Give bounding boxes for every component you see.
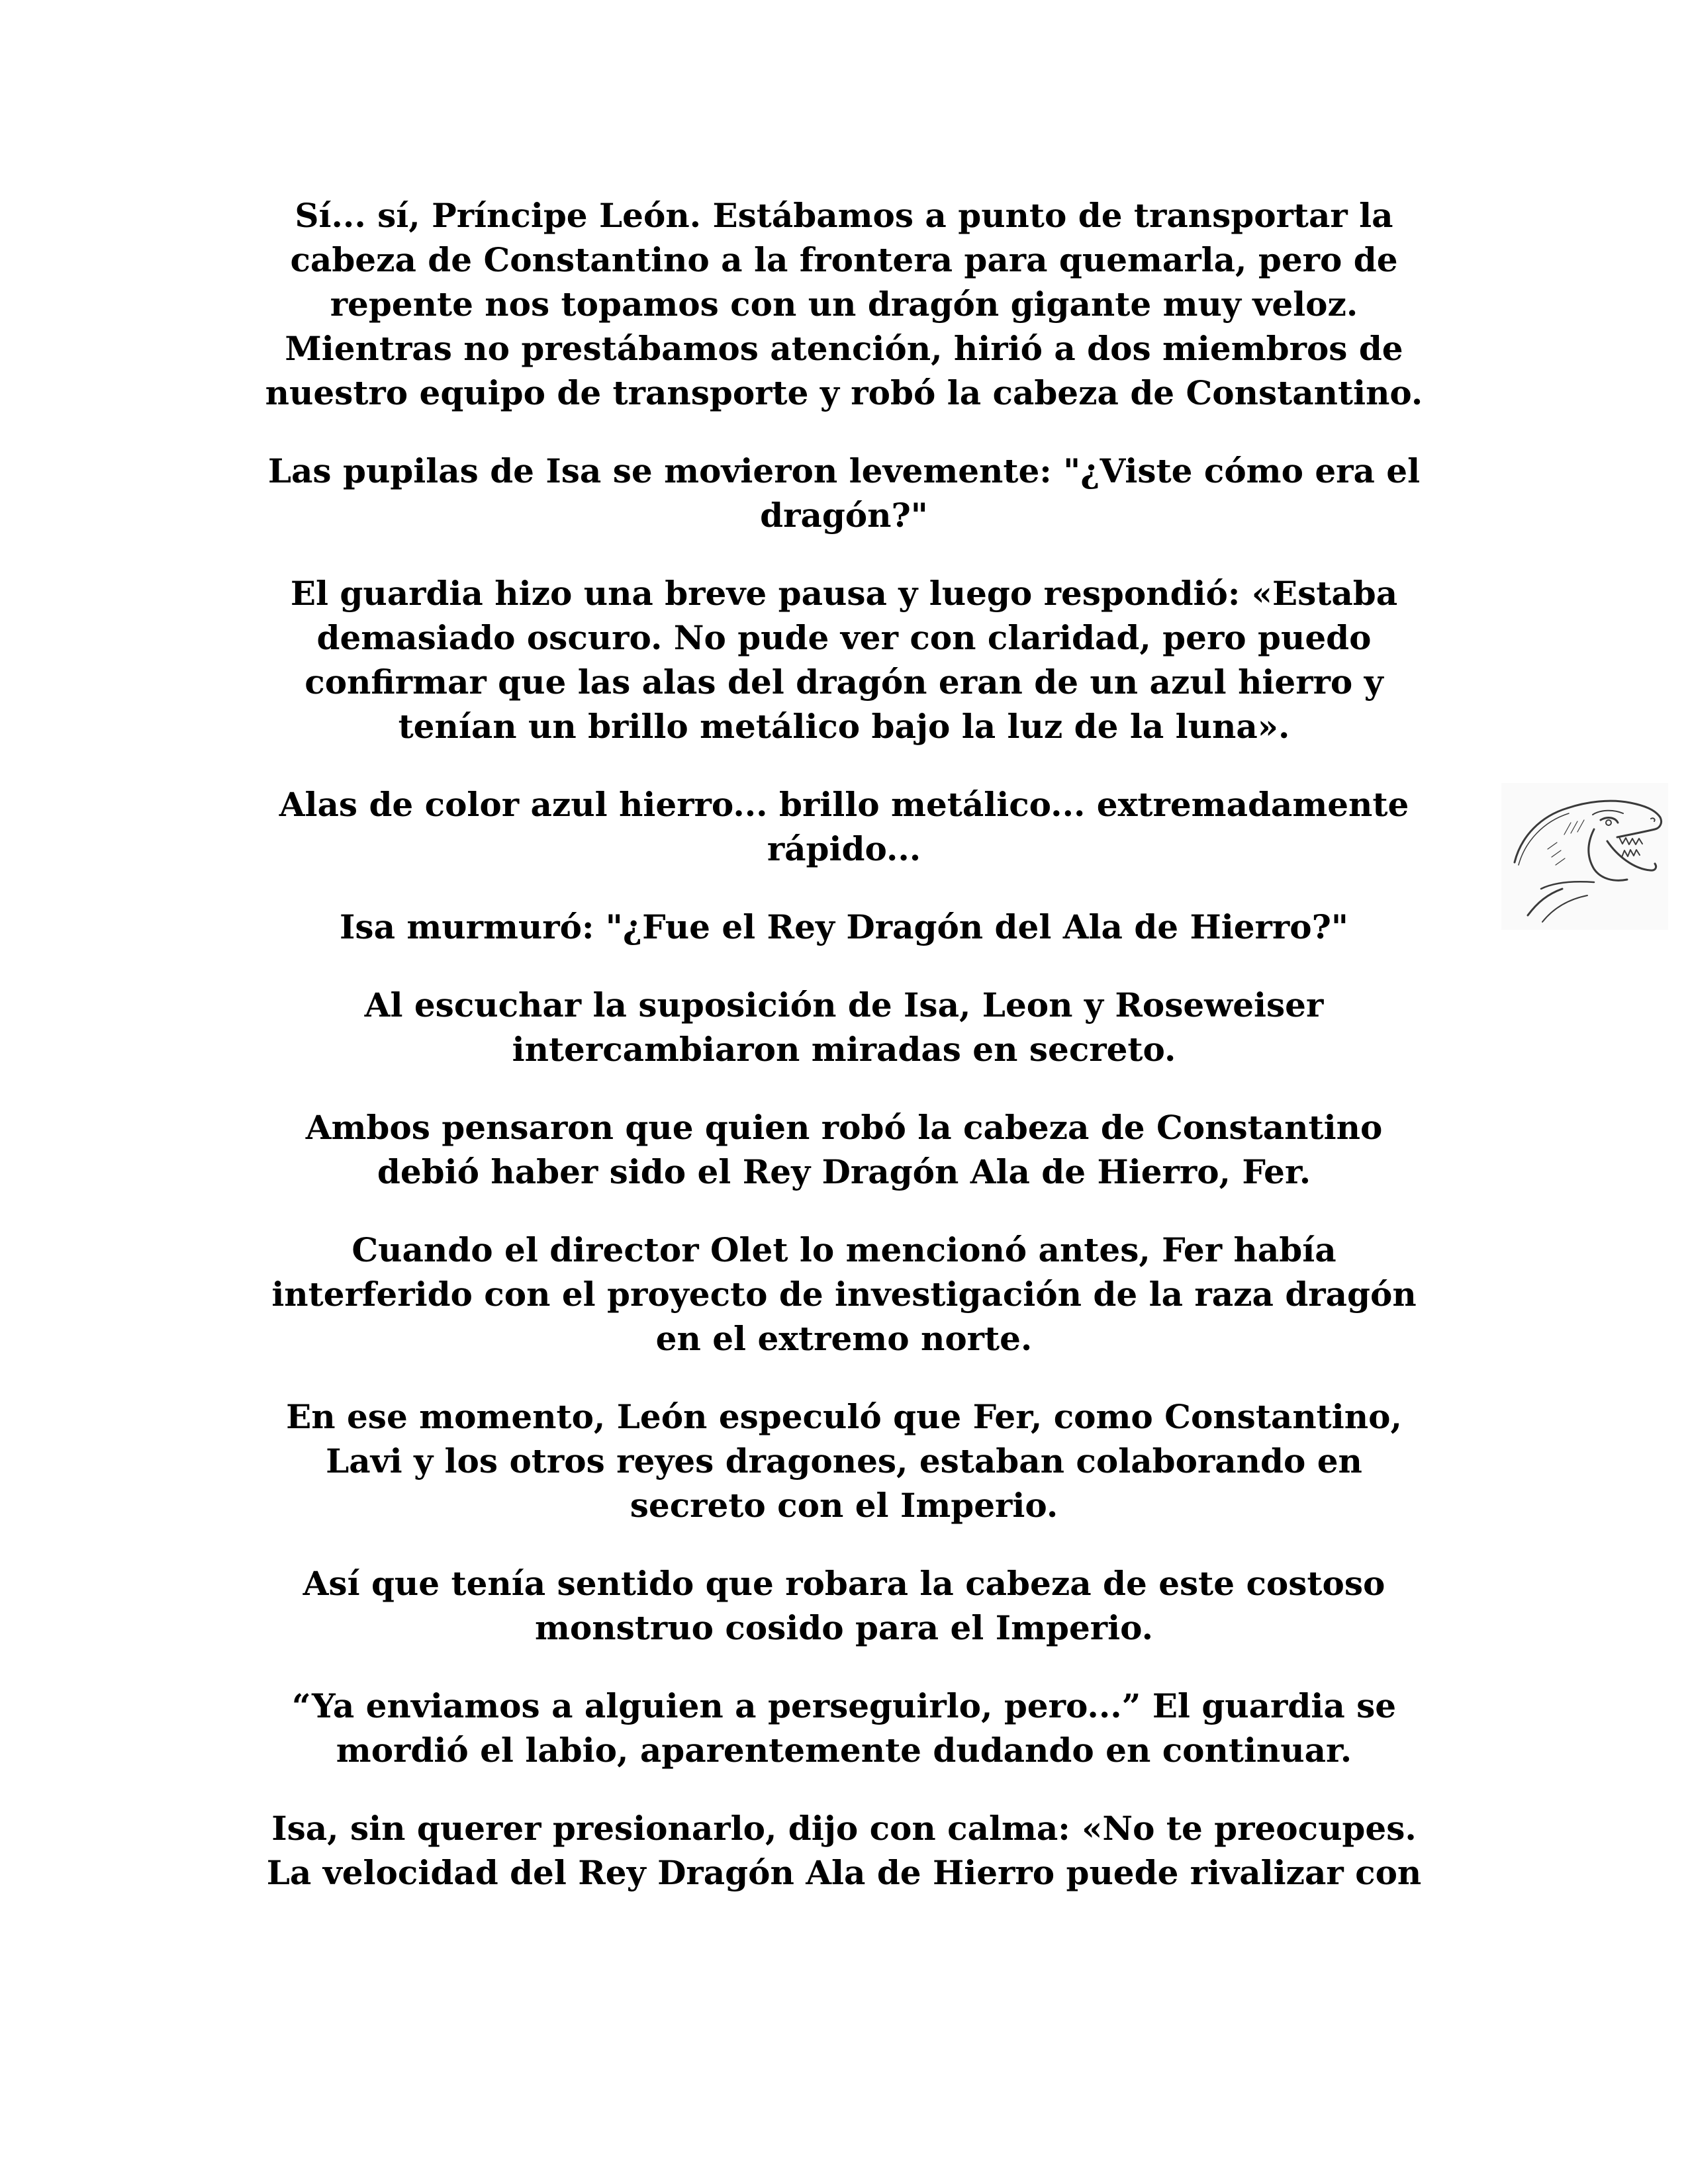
text-line: Las pupilas de Isa se movieron levemente: "¿Viste cómo era el xyxy=(267,451,1421,490)
text-line: mordió el labio, aparentemente dudando en continuar. xyxy=(336,1731,1352,1770)
text-line: en el extremo norte. xyxy=(655,1319,1033,1358)
text-line: Sí... sí, Príncipe León. Estábamos a punto de transportar la xyxy=(295,196,1393,235)
text-line: El guardia hizo una breve pausa y luego respondió: «Estaba xyxy=(290,574,1398,613)
text-line: monstruo cosido para el Imperio. xyxy=(535,1608,1153,1647)
text-line: secreto con el Imperio. xyxy=(630,1486,1058,1525)
paragraph-12 xyxy=(218,1806,1470,1895)
text-line: Ambos pensaron que quien robó la cabeza de Constantino xyxy=(305,1108,1383,1147)
text-line: La velocidad del Rey Dragón Ala de Hierro puede rivalizar con xyxy=(266,1853,1422,1892)
paragraph-11 xyxy=(218,1684,1470,1772)
paragraph-8 xyxy=(218,1228,1470,1361)
text-line: Así que tenía sentido que robara la cabeza de este costoso xyxy=(303,1564,1385,1603)
text-line: demasiado oscuro. No pude ver con claridad, pero puedo xyxy=(316,618,1372,657)
paragraph-3 xyxy=(218,571,1470,749)
text-line: dragón?" xyxy=(760,496,928,535)
text-line: tenían un brillo metálico bajo la luz de la luna». xyxy=(398,707,1290,746)
text-line: Mientras no prestábamos atención, hirió a dos miembros de xyxy=(285,329,1403,368)
text-line: Isa, sin querer presionarlo, dijo con calma: «No te preocupes. xyxy=(271,1809,1417,1848)
text-line: En ese momento, León especuló que Fer, como Constantino, xyxy=(286,1397,1402,1436)
text-line: Cuando el director Olet lo mencionó antes, Fer había xyxy=(352,1230,1336,1269)
text-line: repente nos topamos con un dragón gigante muy veloz. xyxy=(330,285,1358,324)
story-text xyxy=(218,193,1470,1929)
text-line: cabeza de Constantino a la frontera para quemarla, pero de xyxy=(290,240,1398,279)
paragraph-9 xyxy=(218,1394,1470,1527)
text-line: nuestro equipo de transporte y robó la cabeza de Constantino. xyxy=(265,373,1423,412)
paragraph-1 xyxy=(218,193,1470,415)
text-line: Alas de color azul hierro... brillo metálico... extremadamente xyxy=(279,785,1409,824)
dinosaur-head-sketch-icon xyxy=(1501,783,1668,930)
text-line: rápido... xyxy=(767,829,921,868)
text-line: Isa murmuró: "¿Fue el Rey Dragón del Ala de Hierro?" xyxy=(340,907,1348,946)
text-line: Lavi y los otros reyes dragones, estaban colaborando en xyxy=(326,1441,1362,1480)
text-line: debió haber sido el Rey Dragón Ala de Hierro, Fer. xyxy=(377,1152,1311,1191)
paragraph-10 xyxy=(218,1561,1470,1650)
text-line: intercambiaron miradas en secreto. xyxy=(512,1030,1176,1069)
paragraph-5 xyxy=(218,905,1470,949)
paragraph-6 xyxy=(218,983,1470,1071)
text-line: Al escuchar la suposición de Isa, Leon y Roseweiser xyxy=(364,985,1324,1024)
text-line: interferido con el proyecto de investigación de la raza dragón xyxy=(271,1275,1417,1314)
text-line: “Ya enviamos a alguien a perseguirlo, pero...” El guardia se xyxy=(291,1686,1397,1725)
paragraph-2 xyxy=(218,449,1470,537)
paragraph-4 xyxy=(218,782,1470,871)
text-line: confirmar que las alas del dragón eran de un azul hierro y xyxy=(305,662,1383,702)
paragraph-7 xyxy=(218,1105,1470,1194)
